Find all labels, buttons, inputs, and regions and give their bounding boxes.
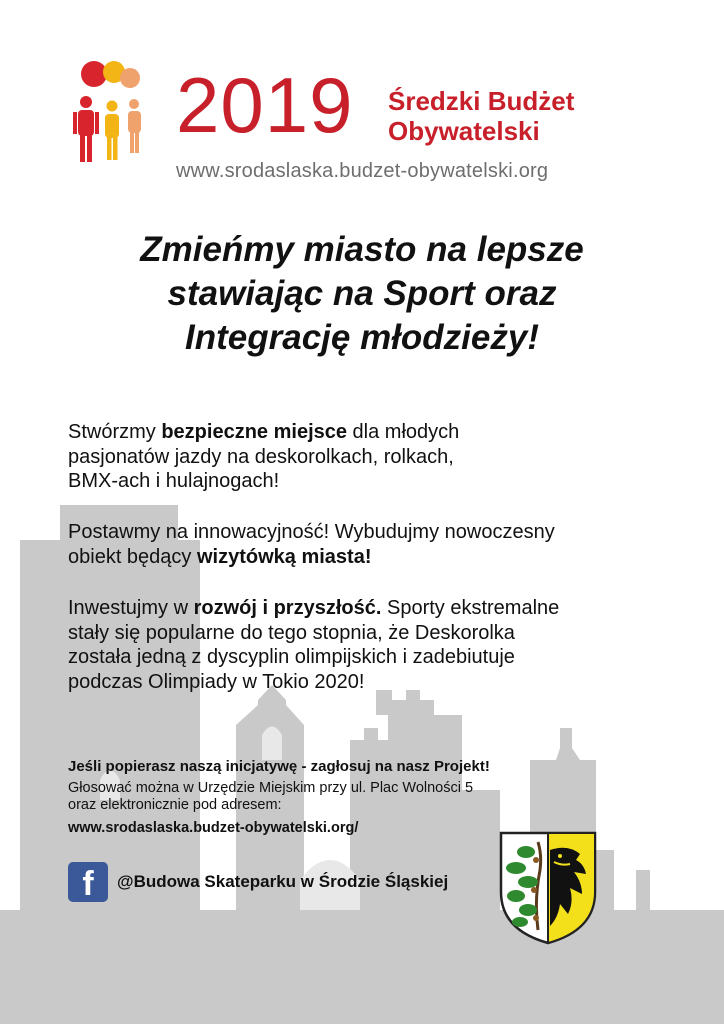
p2-line1: Postawmy na innowacyjność! Wybudujmy nowoczesny	[68, 521, 555, 543]
p3-text-post: Sporty ekstremalne	[381, 597, 560, 619]
p1-text-bold: bezpieczne miejsce	[161, 421, 347, 443]
headline-line3: Integrację młodzieży!	[185, 318, 539, 357]
people-logo-icon	[68, 60, 158, 168]
facebook-icon[interactable]: f	[68, 862, 108, 902]
org-name-line1: Średzki Budżet	[388, 86, 575, 116]
cta-electronic-voting: oraz elektronicznie pod adresem:	[68, 797, 282, 813]
paragraph-innovation	[68, 520, 628, 569]
p3-text-pre: Inwestujmy w	[68, 597, 194, 619]
p2-text-pre: obiekt będący	[68, 545, 197, 568]
org-name-line2: Obywatelski	[388, 116, 540, 146]
header-url-link[interactable]: www.srodaslaska.budzet-obywatelski.org	[176, 160, 549, 182]
p2-text-bold: wizytówką miasta!	[196, 545, 372, 568]
org-name	[388, 86, 574, 146]
p3-line2: stały się popularne do tego stopnia, że Deskorolka	[68, 621, 515, 644]
p3-line4: podczas Olimpiady w Tokio 2020!	[68, 670, 365, 693]
headline-line2: stawiając na Sport oraz	[167, 274, 557, 313]
headline-line1: Zmieńmy miasto na lepsze	[140, 230, 584, 269]
paragraph-investment	[68, 596, 628, 694]
facebook-page-link[interactable]: @Budowa Skateparku w Środzie Śląskiej	[117, 872, 449, 891]
cta-url-link[interactable]: www.srodaslaska.budzet-obywatelski.org/	[68, 820, 359, 836]
cta-title: Jeśli popierasz naszą inicjatywę - zagłosuj na nasz Projekt!	[68, 758, 490, 775]
p1-text-pre: Stwórzmy	[68, 421, 162, 443]
headline	[80, 228, 644, 360]
p3-line3: została jedną z dyscyplin olimpijskich i zadebiutuje	[68, 646, 515, 668]
coat-of-arms-icon	[498, 830, 598, 946]
budget-year: 2019	[176, 61, 354, 149]
p1-line2: pasjonatów jazdy na deskorolkach, rolkach,	[68, 445, 454, 468]
p1-line3: BMX-ach i hulajnogach!	[68, 470, 280, 492]
cta-voting-location: Głosować można w Urzędzie Miejskim przy ul. Plac Wolności 5	[68, 780, 474, 796]
p3-text-bold: rozwój i przyszłość.	[193, 597, 382, 619]
p1-text-post: dla młodych	[347, 421, 460, 443]
paragraph-safe-place	[68, 420, 628, 494]
